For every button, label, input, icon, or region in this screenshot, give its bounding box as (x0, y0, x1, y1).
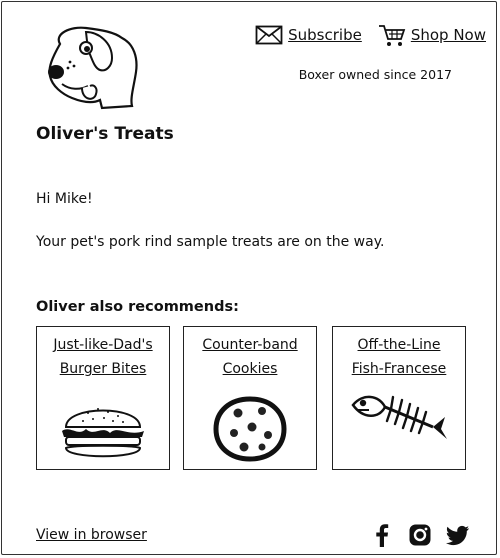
brand-name: Oliver's Treats (36, 124, 174, 144)
fish-bone-icon (349, 391, 449, 451)
product-card-fish-francese[interactable] (332, 326, 466, 470)
top-links (255, 22, 486, 48)
subscribe-link[interactable] (255, 25, 362, 45)
social-links (370, 523, 470, 547)
tagline: Boxer owned since 2017 (298, 67, 452, 82)
product-title-line1: Off-the-Line (357, 337, 441, 353)
burger-icon (58, 395, 148, 463)
product-title[interactable] (37, 333, 169, 381)
product-title-line1: Just-like-Dad's (53, 337, 153, 353)
facebook-icon[interactable] (370, 523, 394, 547)
product-title[interactable] (184, 333, 316, 381)
product-title-line2: Burger Bites (59, 361, 147, 377)
product-card-burger-bites[interactable] (36, 326, 170, 470)
cookie-icon (210, 395, 290, 463)
product-title-line2: Fish-Francese (351, 361, 447, 377)
product-title[interactable] (333, 333, 465, 381)
envelope-icon (255, 25, 283, 45)
shop-now-label: Shop Now (410, 26, 486, 44)
product-title-line1: Counter-band (202, 337, 298, 353)
view-in-browser-link[interactable]: View in browser (36, 527, 147, 543)
shopping-cart-icon (378, 22, 406, 48)
message: Your pet's pork rind sample treats are on the way. (36, 234, 385, 250)
greeting: Hi Mike! (36, 191, 93, 207)
product-title-line2: Cookies (222, 361, 278, 377)
instagram-icon[interactable] (408, 523, 432, 547)
shop-now-link[interactable] (378, 22, 486, 48)
subscribe-label: Subscribe (288, 26, 362, 44)
recommendations-title: Oliver also recommends: (36, 299, 239, 315)
dog-logo-icon (42, 14, 142, 114)
product-card-cookies[interactable] (183, 326, 317, 470)
twitter-icon[interactable] (446, 523, 470, 547)
